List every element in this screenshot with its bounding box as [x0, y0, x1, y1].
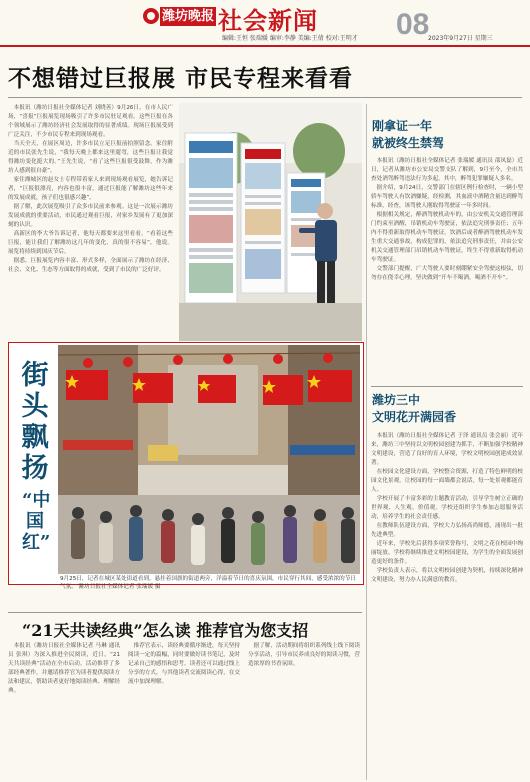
- paragraph: 在教师队伍建设方面，学校大力弘扬高尚师德，涌现出一批先进典型。: [371, 523, 523, 538]
- title-char: 街: [21, 360, 49, 391]
- article1-title-line1: 刚拿证一年: [372, 119, 433, 133]
- paragraph: 本报讯（潍坊日报社全媒体记者 马琳 通讯员 张琪）为深入推进全民阅读，近日，“21天共读经典”活动在全市启动。活动推荐了多部经典著作，并邀请推荐官为读者提供阅读方法和建议，帮助读者更好地阅读经典、理解经典。: [8, 643, 120, 694]
- street-vertical-subtitle: “中国红”: [22, 490, 51, 553]
- headline-rule: [8, 97, 522, 98]
- street-photo-image: [58, 345, 360, 574]
- article1-title-line2: 就被终生禁驾: [372, 136, 445, 150]
- bottom-rule: [8, 612, 362, 613]
- paragraph: 本报讯（潍坊日报社全媒体记者 刘晓善）9月26日，在市人民广场，“喜报”巨报展览现场吸引了许多市民驻足观看。这些巨报在各个领域展示了潍坊经济社会发展取得的显著成绩。现场巨报展受到广泛关注，不少市民专程来到现场观看。: [8, 105, 173, 138]
- bottom-headline: “21天共读经典”怎么读 推荐官为您支招: [22, 621, 309, 640]
- title-char: 扬: [21, 453, 49, 484]
- street-photo-caption: 9月25日，记者在城区某处街道看到，悬挂着国旗的街道两旁，洋溢着节日的喜庆氛围，市民穿行其间，感受浓浓的节日气氛。 潍坊日报社全媒体记者 张瑞媛 摄: [60, 576, 356, 590]
- street-photo: [58, 345, 360, 574]
- main-article-body: [8, 104, 173, 338]
- bottom-col-2: [128, 642, 240, 778]
- column-divider: [366, 104, 367, 780]
- article-divider: [371, 386, 523, 387]
- paragraph: 近年来，学校先后获得多项荣誉称号，文明之花在校园中绚丽绽放。学校将继续推进文明校园建设，为学生的全面发展创造更好的条件。: [371, 541, 523, 565]
- bottom-col-1: [8, 642, 120, 778]
- paragraph: 家住潍城区的赵女士专程带着家人来到现场观看展览，她告诉记者，“巨报很漂亮，内容也很丰富，通过巨报能了解潍坊这些年来的发展成就，孩子们也很感兴趣”。: [8, 177, 173, 201]
- issue-date: 2023年9月27日 星期三: [428, 35, 493, 42]
- article2-title-line1: 潍坊三中: [372, 393, 421, 407]
- paragraph: 交警部门提醒，广大驾驶人要时刻绷紧安全驾驶这根弦，切勿存在侥幸心理，坚决做到“开车不喝酒，喝酒不开车”。: [371, 266, 523, 281]
- page-number: 08: [396, 8, 430, 41]
- main-headline: 不想错过巨报展 市民专程来看看: [8, 65, 354, 92]
- article2-title-line2: 文明花开满园香: [372, 410, 457, 424]
- paragraph: 据介绍，9月24日，交警部门在辖区例行检查时，一辆小型轿车驾驶人有饮酒嫌疑，经检测，其血液中酒精含量达到醉驾标准。经查，该驾驶人刚取得驾驶证一年多时间。: [371, 185, 523, 209]
- paragraph: 推荐官表示，读经典要循序渐进，每天坚持阅读一定的篇幅，同时要做好读书笔记，及时记录自己的感悟和思考。读者还可以通过线上分享的方式，与其他读者交流阅读心得，在交流中加深理解。: [128, 643, 240, 685]
- paragraph: 高新区的李大爷告诉记者，他每天都要来这里看看。“看着这些巨报，能让我们了解潍坊这几年的变化，真的很不容易”，他说。展览将持续到国庆节后。: [8, 231, 173, 255]
- masthead-rule: [0, 45, 530, 47]
- newspaper-logo: 潍坊晚报: [161, 9, 214, 24]
- newspaper-logo-icon: [143, 8, 159, 24]
- paragraph: 当天全天，在展区周边，许多市民立足巨报前拍照留念。家住附近的市民张先生说，“我每天晚上都来这里遛弯，这些巨报让我觉得潍坊变化挺大的。”王先生说，“看了这些巨报很受鼓舞，作为潍坊人感到很自豪”。: [8, 141, 173, 174]
- editor-credits: 编辑:王恒 张瑞媛 编审:李静 美编:王倩 校对:王明才: [222, 35, 358, 42]
- paragraph: 在校园文化建设方面，学校整合资源，打造了特色鲜明的校园文化景观，让校园的每一面墙都会说话，每一处景观都能育人。: [371, 469, 523, 493]
- article2-body: [371, 432, 523, 777]
- bottom-col-3: [248, 642, 360, 778]
- exhibition-photo-image: [179, 103, 362, 341]
- paragraph: 本报讯（潍坊日报社全媒体记者 于泽 通讯员 张会丽）近年来，潍坊三中坚持以文明校园创建为抓手，不断加强学校精神文明建设，营造了良好的育人环境，学校文明校园创建成效显著。: [371, 433, 523, 466]
- paragraph: 学校开展了丰富多彩的主题教育活动，引导学生树立正确的世界观、人生观、价值观。学校还组织学生参加志愿服务活动，培养学生的社会责任感。: [371, 496, 523, 520]
- title-char: 头: [21, 391, 49, 422]
- paragraph: 据了解，此次展览吸引了众多市民前来参观。这是一次展示潍坊发展成就的重要活动，市民通过观看巨报，对家乡发展有了更加深刻的认识。: [8, 204, 173, 228]
- exhibition-photo: [179, 103, 362, 341]
- paragraph: 据悉，巨报展览内容丰富、形式多样，全面展示了潍坊在经济、社会、文化、生态等方面取得的成就，受到了市民的广泛好评。: [8, 258, 173, 273]
- paragraph: 本报讯（潍坊日报社全媒体记者 张瑞媛 通讯员 邵凤磊）近日，记者从潍坊市公安局交警支队了解到，9月至今，全市共查处酒驾醉驾违法行为多起，其中，醉驾犯罪嫌疑人多名。: [371, 158, 523, 182]
- street-vertical-title: [15, 360, 55, 484]
- paragraph: 据了解，活动期间将组织系列线上线下阅读分享活动，引导市民养成良好的阅读习惯，营造浓厚的书香氛围。: [248, 643, 360, 667]
- paragraph: 学校负责人表示，将以文明校园创建为契机，持续深化精神文明建设，努力办人民满意的教育。: [371, 568, 523, 583]
- section-title: 社会新闻: [218, 6, 318, 35]
- article1-body: [371, 157, 523, 383]
- paragraph: 根据相关规定，醉酒驾驶机动车的，由公安机关交通管理部门约束至酒醒，吊销机动车驾驶证，依法追究刑事责任；五年内不得重新取得机动车驾驶证。饮酒后或者醉酒驾驶机动车发生重大交通事故，构成犯罪的，依法追究刑事责任，并由公安机关交通管理部门吊销机动车驾驶证，终生不得重新取得机动车驾驶证。: [371, 212, 523, 263]
- title-char: 飘: [21, 422, 49, 453]
